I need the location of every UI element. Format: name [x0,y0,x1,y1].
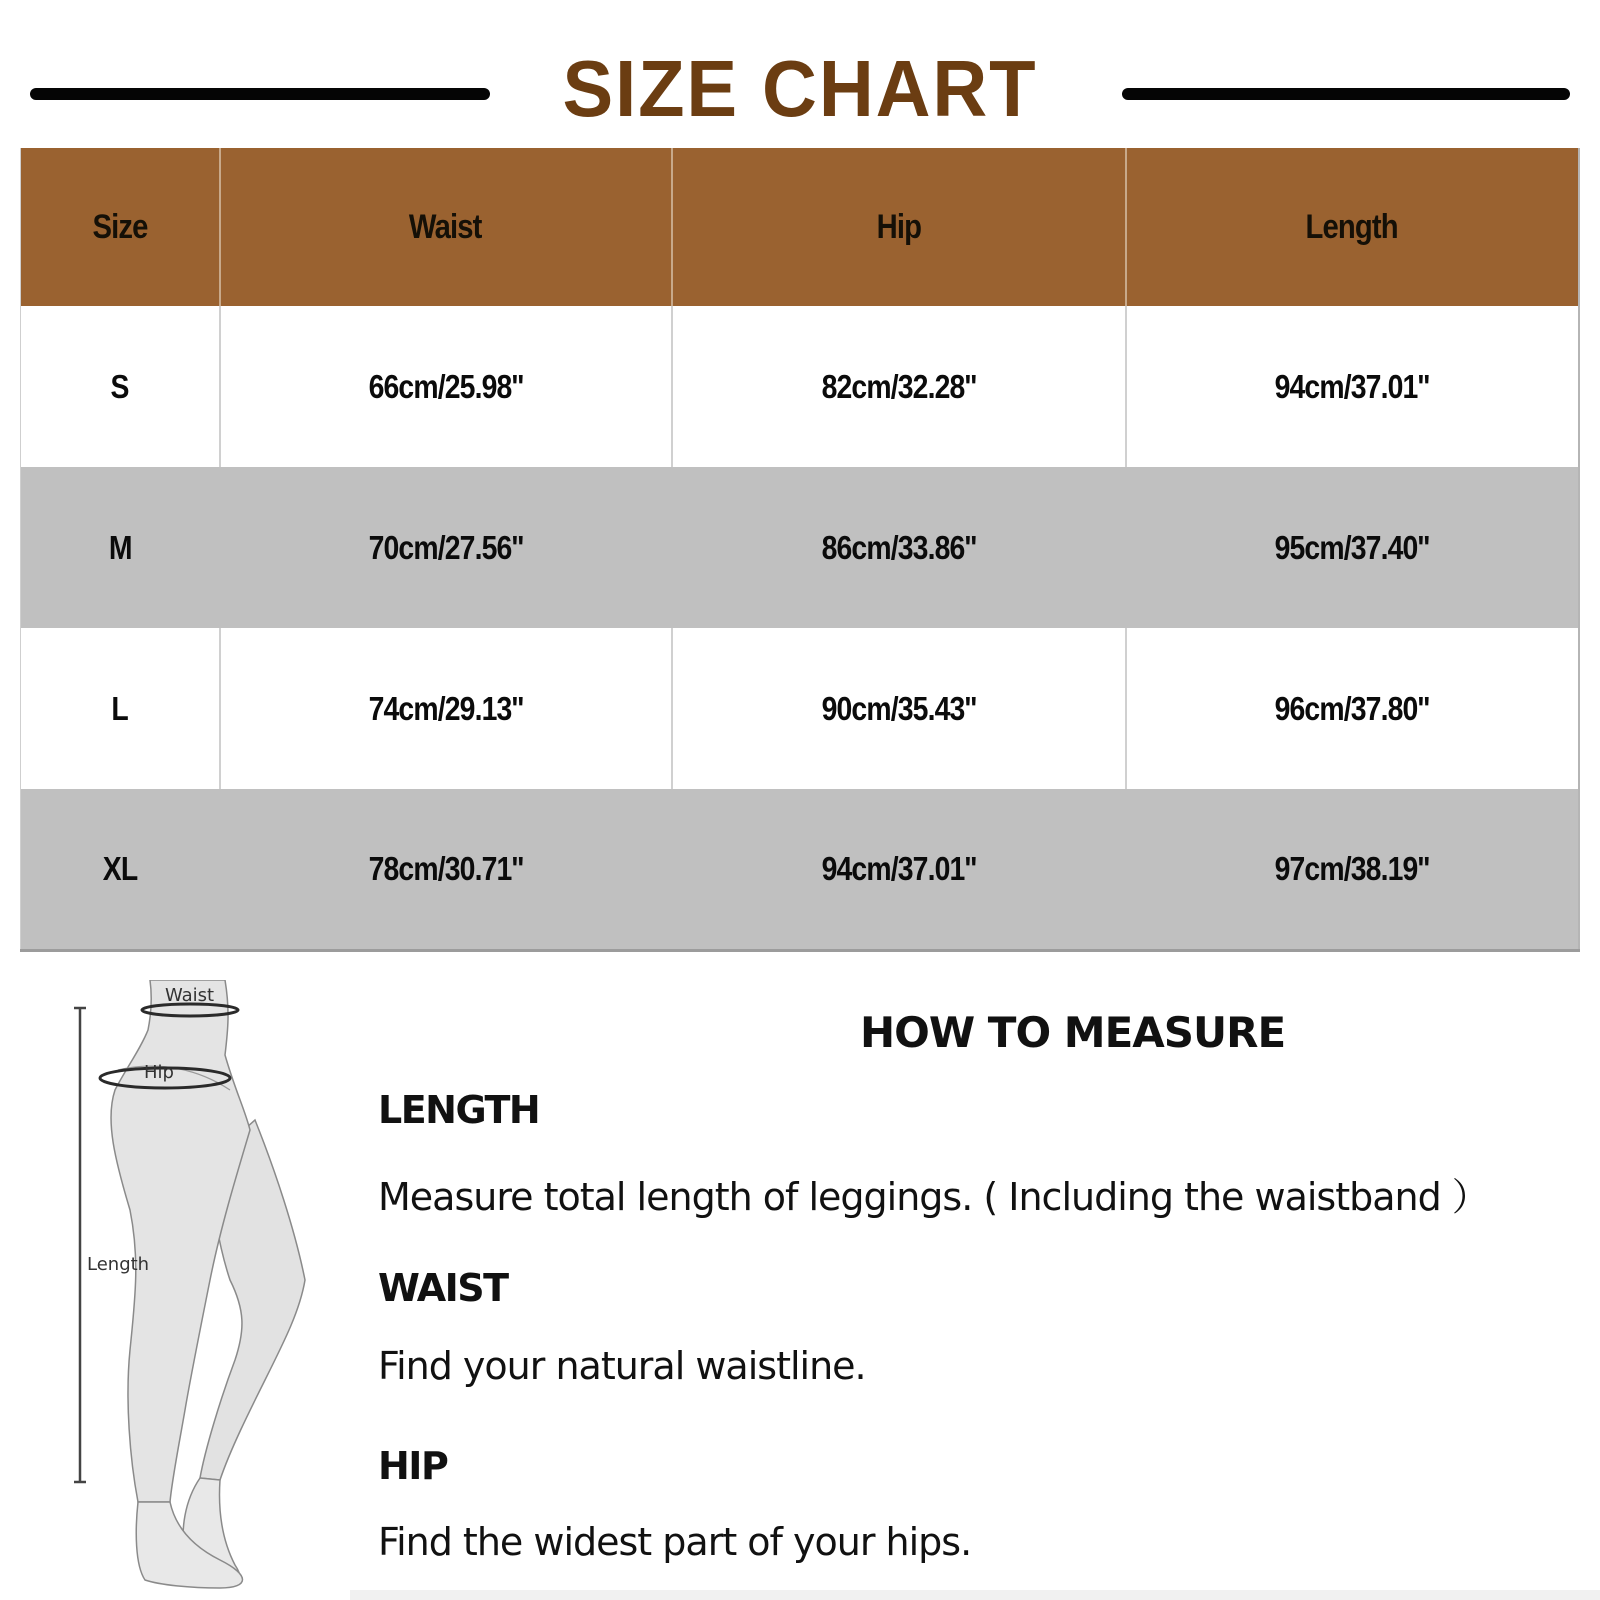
section-heading-hip: HIP [378,1444,448,1488]
column-header-size: Size [21,148,220,306]
cell-hip: 90cm/35.43'' [672,628,1126,789]
page-title: SIZE CHART [562,44,1038,133]
cell-length: 95cm/37.40'' [1126,467,1579,628]
column-header-waist: Waist [220,148,672,306]
column-header-length: Length [1126,148,1579,306]
cell-size: M [21,467,220,628]
cell-waist: 70cm/27.56'' [220,467,672,628]
title-divider-right [1122,88,1570,100]
cell-length: 97cm/38.19'' [1126,789,1579,950]
figure-label-hip: Hip [144,1062,174,1083]
cell-size: L [21,628,220,789]
leggings-illustration-icon [60,980,330,1600]
section-description-length: Measure total length of leggings. ( Including the waistband ） [378,1175,1489,1219]
figure-label-length: Length [87,1254,150,1275]
section-description-waist: Find your natural waistline. [378,1344,866,1388]
how-to-measure-title: HOW TO MEASURE [860,1008,1286,1057]
cell-hip: 86cm/33.86'' [672,467,1126,628]
title-row [0,44,1600,134]
cell-length: 94cm/37.01'' [1126,306,1579,467]
bottom-divider [350,1590,1600,1600]
cell-hip: 94cm/37.01'' [672,789,1126,950]
section-description-hip: Find the widest part of your hips. [378,1520,972,1564]
column-header-hip: Hip [672,148,1126,306]
table-row [21,306,1579,467]
table-header-row [21,148,1579,306]
cell-size: S [21,306,220,467]
figure-label-waist: Waist [165,985,215,1006]
table-row [21,789,1579,950]
size-chart-table [20,148,1580,952]
section-heading-length: LENGTH [378,1088,540,1132]
cell-size: XL [21,789,220,950]
cell-length: 96cm/37.80'' [1126,628,1579,789]
leggings-measurement-figure [60,980,330,1600]
table-row [21,628,1579,789]
cell-waist: 78cm/30.71'' [220,789,672,950]
cell-waist: 74cm/29.13'' [220,628,672,789]
cell-hip: 82cm/32.28'' [672,306,1126,467]
cell-waist: 66cm/25.98'' [220,306,672,467]
section-heading-waist: WAIST [378,1266,508,1310]
table-row [21,467,1579,628]
